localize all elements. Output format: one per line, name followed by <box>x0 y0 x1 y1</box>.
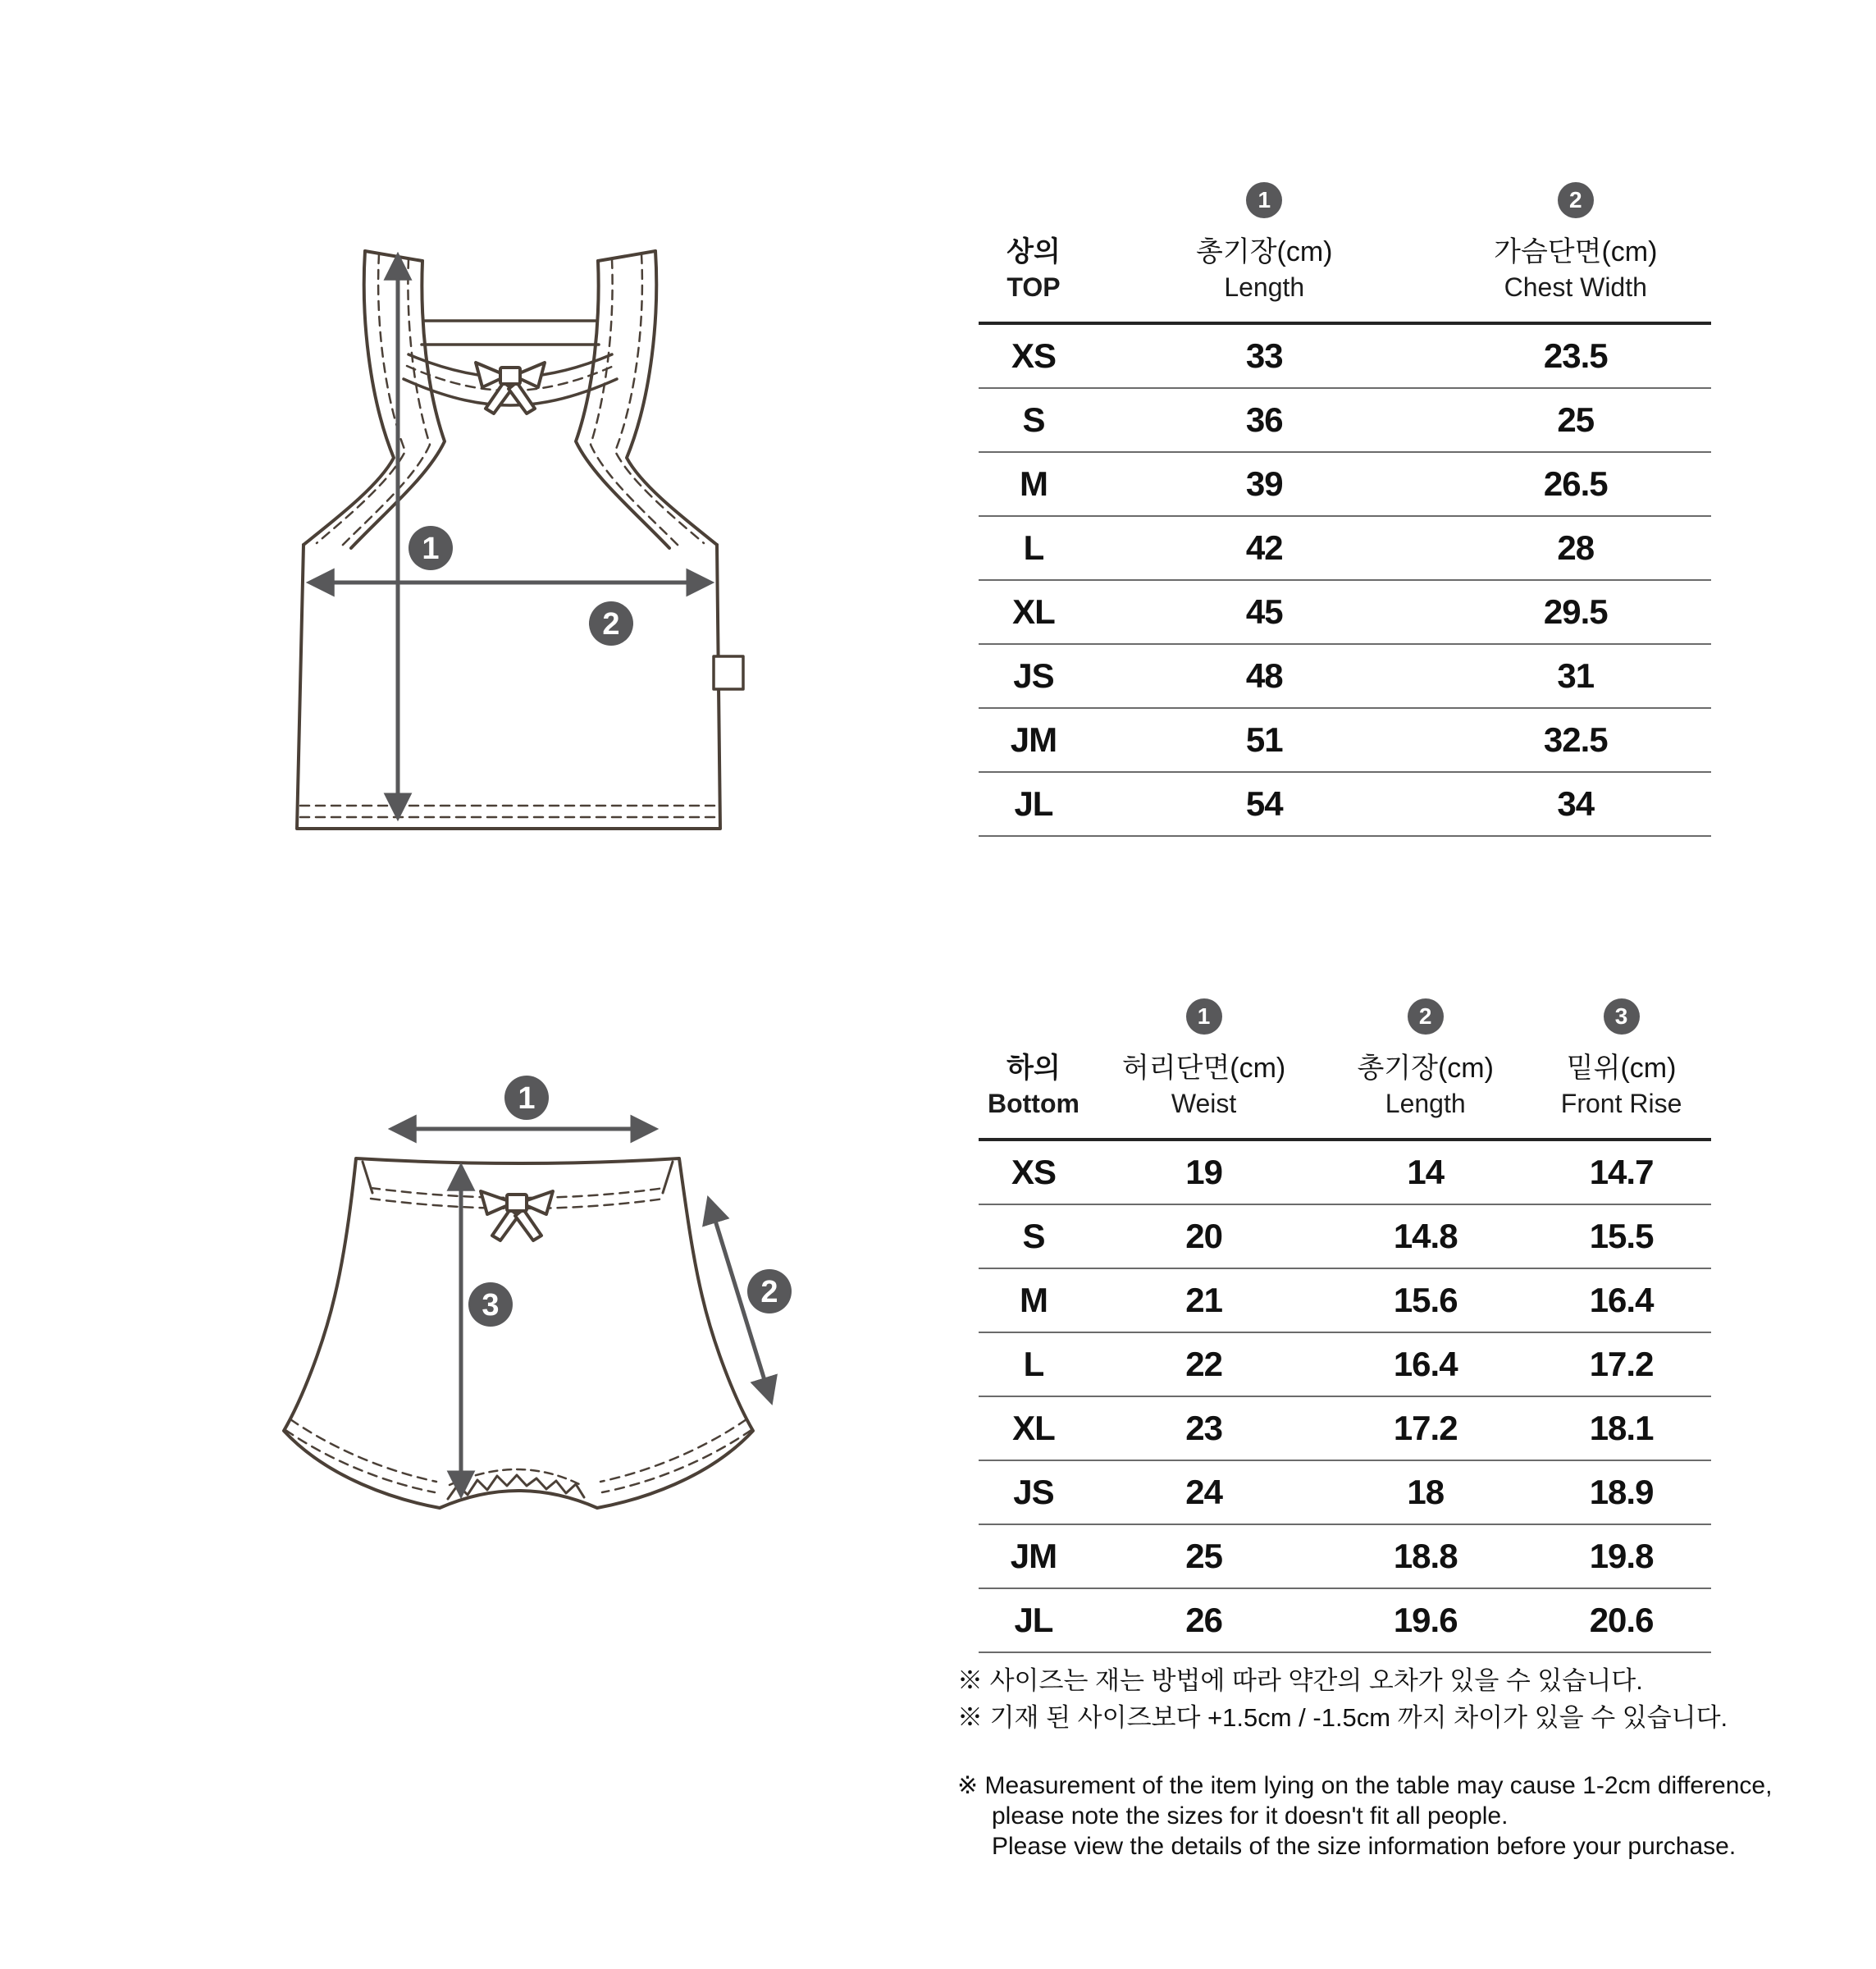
length-header-kr: 총기장(cm) <box>1357 1053 1494 1084</box>
length-header-en: Length <box>1224 272 1305 302</box>
size-cell: JL <box>1014 1601 1053 1639</box>
note-en-line: Please view the details of the size information before your purchase. <box>992 1833 1737 1860</box>
waist-cell: 22 <box>1185 1345 1222 1383</box>
chest-cell: 28 <box>1557 528 1595 567</box>
bottom-table-name-kr: 하의 <box>1006 1053 1061 1084</box>
size-cell: JS <box>1013 1473 1054 1511</box>
waist-cell: 23 <box>1185 1409 1222 1447</box>
bottom-size-table <box>979 931 1711 1653</box>
top-table-name-kr: 상의 <box>1006 236 1061 267</box>
note-kr-line: ※ 사이즈는 재는 방법에 따라 약간의 오차가 있을 수 있습니다. <box>957 1666 1643 1695</box>
top-table-name-header <box>979 233 1089 304</box>
size-cell: XS <box>1011 336 1056 375</box>
rise-cell: 19.8 <box>1589 1537 1654 1575</box>
shorts-diagram <box>205 1067 845 1624</box>
top-table-name-en: TOP <box>1006 272 1061 302</box>
top-table-header <box>979 115 1711 325</box>
length-cell: 18.8 <box>1393 1537 1458 1575</box>
note-en-line: ※ Measurement of the item lying on the table may cause 1-2cm difference, <box>957 1772 1773 1799</box>
tank-top-diagram <box>189 197 796 845</box>
diagram-badge-2 <box>747 1269 792 1313</box>
length-header-en: Length <box>1385 1089 1466 1118</box>
table-row <box>979 645 1711 709</box>
note-kr-line: ※ 기재 된 사이즈보다 +1.5cm / -1.5cm 까지 차이가 있을 수 있습니다. <box>957 1703 1728 1732</box>
table-row <box>979 1461 1711 1525</box>
chest-header-kr: 가슴단면(cm) <box>1494 236 1658 267</box>
table-row <box>979 709 1711 773</box>
svg-text:1: 1 <box>518 1081 536 1116</box>
table-row <box>979 1205 1711 1269</box>
size-cell: JM <box>1010 1537 1057 1575</box>
length-cell: 48 <box>1245 656 1283 695</box>
length-cell: 16.4 <box>1393 1345 1458 1383</box>
table-row <box>979 453 1711 517</box>
top-table-chest-header <box>1440 182 1711 304</box>
svg-text:3: 3 <box>482 1288 500 1323</box>
table-row <box>979 1525 1711 1589</box>
chest-cell: 34 <box>1557 784 1595 823</box>
length-cell: 54 <box>1245 784 1283 823</box>
side-tag <box>714 656 743 689</box>
length-cell: 15.6 <box>1393 1281 1458 1319</box>
chest-cell: 29.5 <box>1543 592 1608 631</box>
diagram-badge-1 <box>409 526 453 570</box>
rise-cell: 18.9 <box>1589 1473 1654 1511</box>
length-cell: 14 <box>1407 1153 1445 1191</box>
rise-cell: 15.5 <box>1589 1217 1654 1255</box>
rise-cell: 20.6 <box>1589 1601 1654 1639</box>
size-cell: XL <box>1012 592 1055 631</box>
table-row <box>979 773 1711 837</box>
waist-cell: 21 <box>1185 1281 1222 1319</box>
table-row <box>979 1269 1711 1333</box>
chest-header-en: Chest Width <box>1504 272 1647 302</box>
diagram-badge-1 <box>504 1076 549 1120</box>
tank-top-line-art <box>189 197 796 845</box>
svg-text:2: 2 <box>760 1275 778 1309</box>
rise-cell: 17.2 <box>1589 1345 1654 1383</box>
bottom-table-name-header <box>979 1049 1089 1120</box>
chest-cell: 32.5 <box>1543 720 1608 759</box>
chest-cell: 31 <box>1557 656 1595 695</box>
table-row <box>979 1589 1711 1653</box>
bottom-table-body <box>979 1141 1711 1653</box>
note-en-line: please note the sizes for it doesn't fit all people. <box>992 1802 1509 1830</box>
length-cell: 18 <box>1407 1473 1445 1511</box>
table-row <box>979 1141 1711 1205</box>
waist-cell: 20 <box>1185 1217 1222 1255</box>
diagram-badge-2 <box>589 601 633 646</box>
bottom-table-waist-header <box>1089 998 1319 1120</box>
length-cell: 45 <box>1245 592 1283 631</box>
table-row <box>979 1397 1711 1461</box>
size-cell: JM <box>1010 720 1057 759</box>
rise-cell: 16.4 <box>1589 1281 1654 1319</box>
badge-2-icon: 2 <box>1408 998 1444 1035</box>
size-cell: M <box>1019 464 1048 503</box>
badge-1-icon: 1 <box>1246 182 1282 218</box>
size-cell: S <box>1022 1217 1045 1255</box>
svg-text:1: 1 <box>422 532 440 566</box>
top-table-body <box>979 325 1711 837</box>
badge-2-icon: 2 <box>1558 182 1594 218</box>
badge-3-icon: 3 <box>1604 998 1640 1035</box>
length-cell: 51 <box>1245 720 1283 759</box>
top-table-length-header <box>1089 182 1440 304</box>
table-row <box>979 325 1711 389</box>
length-cell: 42 <box>1245 528 1283 567</box>
bottom-table-rise-header <box>1531 998 1711 1120</box>
diagram-badge-3 <box>468 1282 513 1327</box>
waist-header-kr: 허리단면(cm) <box>1121 1053 1286 1084</box>
length-cell: 17.2 <box>1393 1409 1458 1447</box>
svg-text:2: 2 <box>602 607 620 642</box>
size-cell: XS <box>1011 1153 1056 1191</box>
shorts-line-art <box>205 1067 845 1624</box>
rise-header-kr: 밑위(cm) <box>1566 1053 1677 1084</box>
table-row <box>979 517 1711 581</box>
bottom-table-header <box>979 931 1711 1141</box>
waist-cell: 19 <box>1185 1153 1222 1191</box>
waist-header-en: Weist <box>1171 1089 1237 1118</box>
badge-1-icon: 1 <box>1186 998 1222 1035</box>
size-cell: L <box>1023 528 1044 567</box>
length-header-kr: 총기장(cm) <box>1196 236 1333 267</box>
size-cell: M <box>1019 1281 1048 1319</box>
waist-cell: 26 <box>1185 1601 1222 1639</box>
length-cell: 39 <box>1245 464 1283 503</box>
bottom-table-name-en: Bottom <box>987 1089 1079 1118</box>
size-cell: JL <box>1014 784 1053 823</box>
rise-cell: 14.7 <box>1589 1153 1654 1191</box>
bottom-table-length-header <box>1319 998 1531 1120</box>
chest-cell: 26.5 <box>1543 464 1608 503</box>
length-cell: 19.6 <box>1393 1601 1458 1639</box>
size-notes-korean <box>957 1662 1728 1736</box>
table-row <box>979 581 1711 645</box>
table-row <box>979 1333 1711 1397</box>
size-cell: S <box>1022 400 1045 439</box>
length-cell: 36 <box>1245 400 1283 439</box>
size-cell: L <box>1023 1345 1044 1383</box>
waist-cell: 24 <box>1185 1473 1222 1511</box>
table-row <box>979 389 1711 453</box>
rise-cell: 18.1 <box>1589 1409 1654 1447</box>
rise-header-en: Front Rise <box>1560 1089 1682 1118</box>
length-cell: 33 <box>1245 336 1283 375</box>
size-notes-english <box>957 1770 1772 1862</box>
chest-cell: 25 <box>1557 400 1595 439</box>
size-cell: XL <box>1012 1409 1055 1447</box>
waist-cell: 25 <box>1185 1537 1222 1575</box>
size-cell: JS <box>1013 656 1054 695</box>
chest-cell: 23.5 <box>1543 336 1608 375</box>
top-size-table <box>979 115 1711 837</box>
length-cell: 14.8 <box>1393 1217 1458 1255</box>
